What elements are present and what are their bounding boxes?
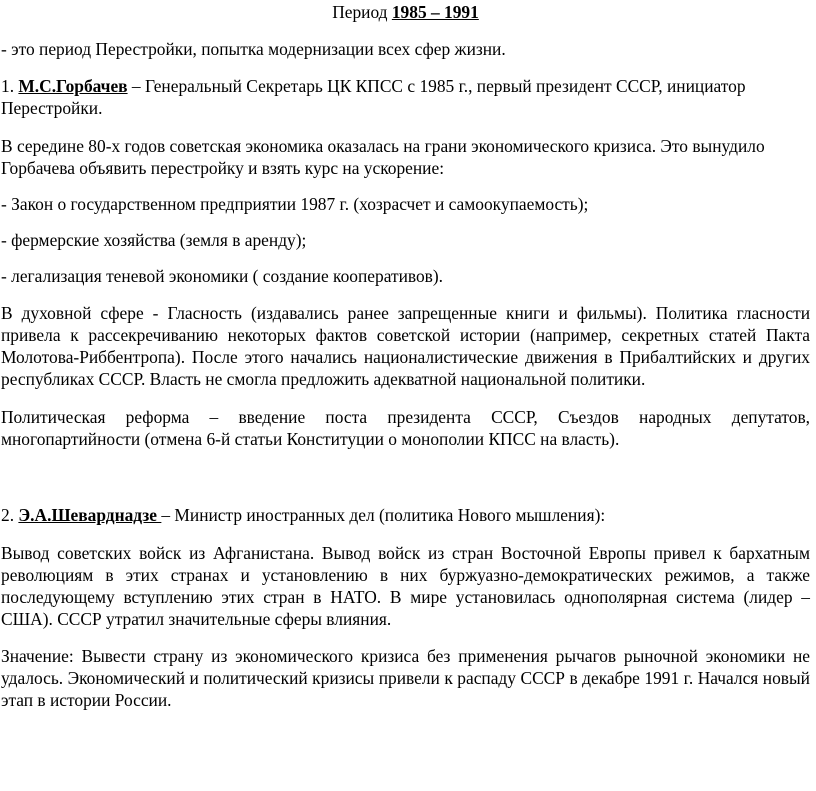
document-page	[0, 1, 816, 791]
shevardnadze-description: – Министр иностранных дел (политика Нового мышления):	[161, 505, 606, 525]
foreign-policy-paragraph: Вывод советских войск из Афганистана. Вывод войск из стран Восточной Европы привел к бархатным революциям в этих странах и установлению в них буржуазно-демократических режимов, а также последующему вступлению этих стран в НАТО. В мире установилась однополярная система (лидер – США). СССР утратил значительные сферы влияния.	[1, 543, 810, 629]
reform-item: - легализация теневой экономики ( создание кооперативов).	[1, 266, 444, 286]
shevardnadze-number: 2.	[1, 505, 19, 525]
political-reform-paragraph: Политическая реформа – введение поста президента СССР, Съездов народных депутатов, многопартийности (отмена 6-й статьи Конституции о монополии КПСС на власть).	[1, 407, 810, 449]
page-title	[1, 1, 810, 23]
glasnost-paragraph: В духовной сфере - Гласность (издавались ранее запрещенные книги и фильмы). Политика гласности привела к рассекречиванию некоторых фактов советской истории (например, секретных статей Пакта Молотова-Риббентропа). После этого начались националистические движения в Прибалтийских и других республиках СССР. Власть не смогла предложить адекватной национальной политики.	[1, 303, 810, 389]
reform-item: - Закон о государственном предприятии 1987 г. (хозрасчет и самоокупаемость);	[1, 194, 589, 214]
gorbachev-number: 1.	[1, 76, 19, 96]
gorbachev-paragraph	[1, 75, 810, 119]
reform-item: - фермерские хозяйства (земля в аренду);	[1, 230, 307, 250]
title-period: 1985 – 1991	[391, 2, 479, 22]
title-prefix: Период	[332, 2, 392, 22]
shevardnadze-paragraph	[1, 504, 810, 526]
gorbachev-description: – Генеральный Секретарь ЦК КПСС с 1985 г., первый президент СССР, инициатор Перестройки.	[1, 76, 746, 118]
significance-paragraph: Значение: Вывести страну из экономического кризиса без применения рычагов рыночной экономики не удалось. Экономический и политический кризисы привели к распаду СССР в декабре 1991 г. Начался новый этап в истории России.	[1, 646, 810, 710]
economy-paragraph: В середине 80-х годов советская экономика оказалась на грани экономического кризиса. Это вынудило Горбачева объявить перестройку и взять курс на ускорение:	[1, 136, 765, 178]
shevardnadze-name: Э.А.Шеварднадзе	[18, 505, 162, 525]
intro-paragraph: - это период Перестройки, попытка модернизации всех сфер жизни.	[1, 39, 506, 59]
gorbachev-name: М.С.Горбачев	[18, 76, 128, 96]
